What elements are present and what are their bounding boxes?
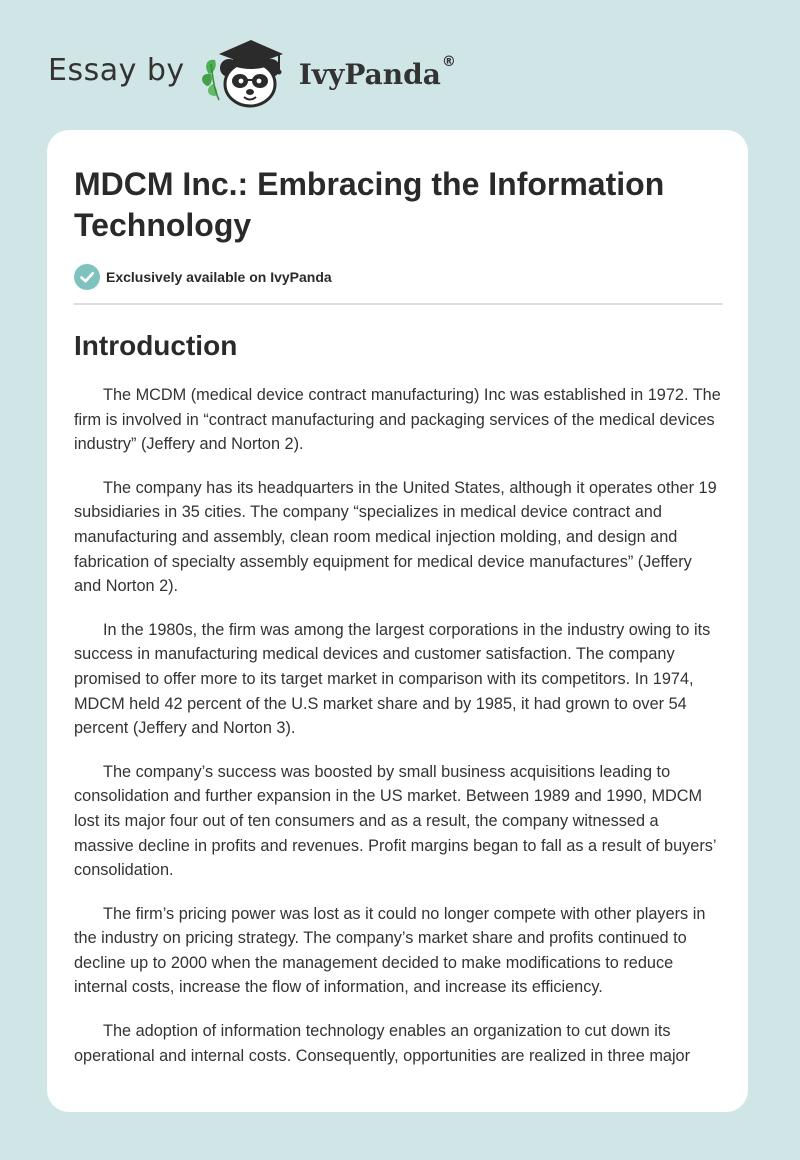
exclusive-badge <box>74 264 721 290</box>
paragraph-1: The MCDM (medical device contract manufacturing) Inc was established in 1972. The firm is involved in “contract manufacturing and packaging services of the medical devices industry” (Jeffery and Norton 2). <box>74 386 721 454</box>
brand-name-text: IvyPanda <box>298 57 441 91</box>
article-title: MDCM Inc.: Embracing the Information Technology <box>74 166 665 243</box>
brand-header[interactable] <box>48 34 456 110</box>
exclusive-badge-text: Exclusively available on IvyPanda <box>106 269 332 285</box>
paragraph-3: In the 1980s, the firm was among the largest corporations in the industry owing to its success in manufacturing medical devices and customer satisfaction. The company promised to offer more to its target market in comparison with its competitors. In 1974, MDCM held 42 percent of the U.S market share and by 1985, it had grown to over 54 percent (Jeffery and Norton 3). <box>74 620 711 738</box>
paragraph-5: The firm’s pricing power was lost as it could no longer compete with other players in the industry on pricing strategy. The company’s market share and profits continued to decline up to 2000 when the management decided to make modifications to reduce internal costs, increase the flow of information, and increase its efficiency. <box>74 904 706 997</box>
paragraph-6: The adoption of information technology enables an organization to cut down its operational and internal costs. Consequently, opportunities are realized in three major <box>74 1022 691 1065</box>
registered-mark: ® <box>441 53 456 70</box>
brand-name <box>298 53 456 91</box>
paragraph-4: The company’s success was boosted by small business acquisitions leading to consolidation and further expansion in the US market. Between 1989 and 1990, MDCM lost its major four out of ten consumers and as a result, the company witnessed a massive decline in profits and revenues. Profit margins began to fall as a result of buyers’ consolidation. <box>74 762 716 880</box>
section-heading: Introduction <box>74 330 238 361</box>
check-circle-icon <box>74 264 100 290</box>
title-divider <box>74 303 723 305</box>
paragraph-2: The company has its headquarters in the United States, although it operates other 19 subsidiaries in 35 cities. The company “specializes in medical device contract and manufacturing and assembly, clean room medical injection molding, and design and fabrication of specialty assembly equipment for medical device manufactures” (Jeffery and Norton 2). <box>74 478 717 596</box>
brand-prefix: Essay by <box>48 52 185 88</box>
article-card <box>47 130 748 1112</box>
panda-graduate-icon <box>201 34 293 110</box>
